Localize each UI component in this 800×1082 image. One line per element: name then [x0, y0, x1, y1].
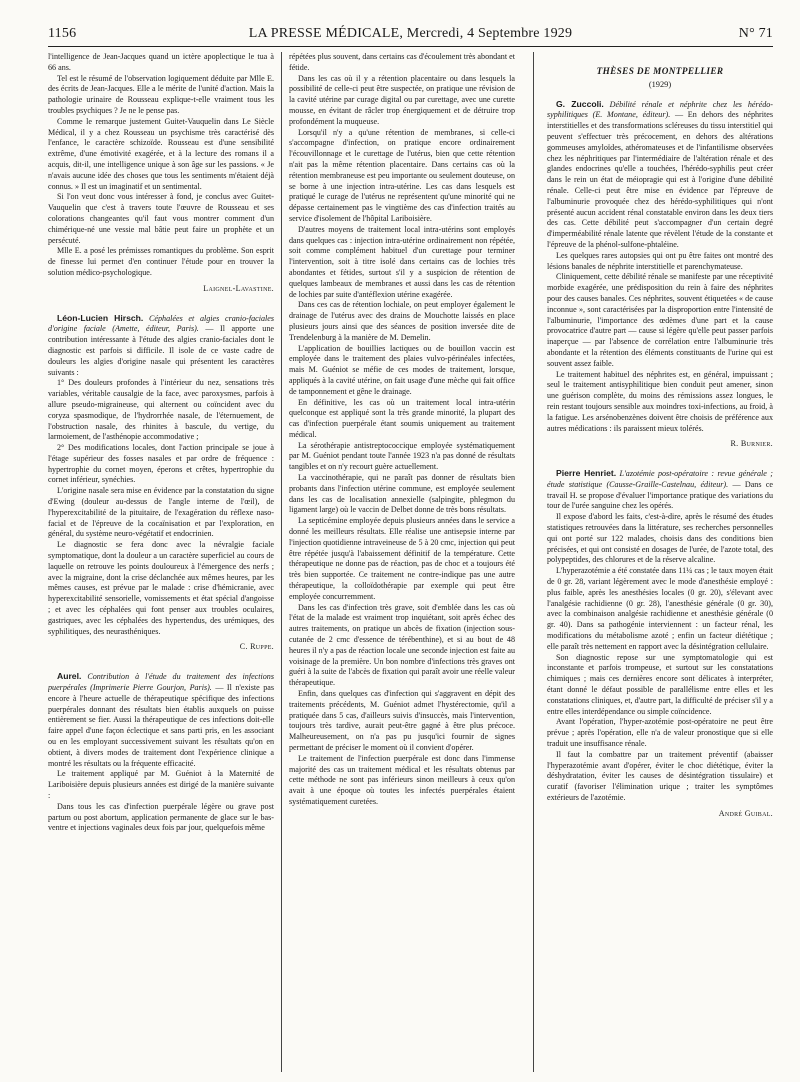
journal-title: LA PRESSE MÉDICALE, Mercredi, 4 Septembre 1929 — [248, 26, 573, 41]
paragraph: L'hyperazotémie a été constatée dans 11¼ cas ; le taux moyen était de 0 gr. 28, variant légèrement avec le mode d'anesthésie employé : plus faible, après les anesthésies locales (0 gr. 20), s'élevant avec l'analgésie rachidienne (0 gr. 28), l'anesthésie générale (0 gr. 30), avec la combinaison analgésie rachidienne et anesthésie générale (0 gr. 40). Dans sa pathogénie interviennent : un facteur rénal, les modifications du métabolisme azoté ; enfin un facteur diététique ; elle paraît très nettement en rapport avec la désintégration cellulaire. — [547, 566, 773, 651]
paragraph: Enfin, dans quelques cas d'infection qui s'aggravent en dépit des traitements précédents, M. Guéniot admet l'hystérectomie, qu'il a pratiquée dans 5 cas, d'ailleurs suivis d'insuccès, mais l'intervention, toujours très tardive, aurait peut-être gagné à être plus précoce. Malheureusement, on n'a pas pu jusqu'ici fournir de signes permettant de préciser le moment où il convient d'opérer. — [289, 689, 515, 752]
paragraph: Le traitement habituel des néphrites est, en général, impuissant ; seul le traitement antisyphilitique bien conduit peut amener, sinon une guérison complète, du moins des rémissions assez longues, le rein restant toujours sensible aux moindres toxi-infections, au froid, à la fatigue. Les arsénobenzènes doivent être choisis de préférence aux autres médications : ils paraissent mieux tolérés. — [547, 369, 773, 433]
column-1 — [48, 52, 274, 1072]
review-author: Pierre Henriet. — [556, 468, 617, 479]
review-author: G. Zuccoli. — [556, 98, 604, 109]
review-text: — Il apporte une contribution intéressante à l'étude des algies cranio-faciales dont le diagnostic est parfois si difficile. Il isole de ce vaste cadre de douleurs les algies d'origine nasale qui présentent les caractères suivants : — [48, 324, 274, 377]
review-publisher: (E. Montane, éditeur). — [592, 110, 671, 120]
header-rule — [48, 46, 773, 47]
review-lead — [48, 313, 274, 379]
review-publisher: (Amette, éditeur, Paris). — [112, 324, 199, 334]
paragraph: Si l'on veut donc vous intéresser à fond, je conclus avec Guitet-Vauquelin que c'est à travers toute l'œuvre de Rousseau et ses colorations changeantes qu'il faut vous montrer comment d'un chimérique-né une vessie mal bâtie peut faire un prophète et un persécuté. — [48, 192, 274, 245]
paragraph: L'origine nasale sera mise en évidence par la constatation du signe d'Ewing (douleur au-dessus de l'angle interne de l'œil), de l'hyperexcitabilité de la pituitaire, de l'exagération du réflexe naso-facial et de l'épreuve de la cocaïnisation et par l'exploration, en général, du système neuro-végétatif et endocrinien. — [48, 486, 274, 539]
paragraph: La sérothérapie antistreptococcique employée systématiquement par M. Guéniot pendant toute l'année 1923 n'a pas donné de résultats tangibles et on n'y recourt guère actuellement. — [289, 440, 515, 472]
review-title: Céphalées et algies cranio-faciales d'origine faciale — [48, 313, 274, 334]
review-lead — [48, 671, 274, 769]
column-divider — [281, 52, 282, 1072]
review-title: Débilité rénale et néphrite chez les hérédo-syphilitiques — [547, 99, 773, 120]
paragraph: Les quelques rares autopsies qui ont pu être faites ont montré des lésions banales de néphrite interstitielle et parenchymateuse. — [547, 250, 773, 271]
review-text: — Il n'existe pas encore à l'heure actuelle de thérapeutique spécifique des infections puerpérales donnant des résultats bien établis auxquels on puisse entièrement se fier. Aussi la thérapeutique de ces infections doit-elle faire appel d'une façon éclectique et sans parti pris, en les associant ou en les employant successivement suivant les résultats qu'on en obtient, à divers modes de traitement dont l'expérience clinique a montré les résultats ou la fréquente efficacité. — [48, 683, 274, 768]
signature: Laignel-Lavastine. — [203, 283, 274, 293]
column-divider — [533, 52, 534, 1072]
paragraph: Comme le remarque justement Guitet-Vauquelin dans Le Siècle Médical, il y a chez Rousseau un psychisme très caractérisé dès l'enfance, le caractère schizoïde. Rousseau est d'une sensibilité extrême, d'une émotivité exagérée, et à la lecture des romans il a acquis, dit-il, une intelligence unique à son âge sur les passions. « Je n'avais aucune idée des choses que tous les sentiments m'étaient déjà connus. » Il est un imaginatif et un sentimental. — [48, 116, 274, 191]
paragraph: Mlle E. a posé les prémisses romantiques du problème. Son esprit de finesse lui permet d'en continuer l'étude pour en trouver la solution médico-psychologique. — [48, 246, 274, 277]
paragraph: Avant l'opération, l'hyper-azotémie post-opératoire ne peut être prévue ; après l'opération, elle n'a de valeur pronostique que si elle traduit une insuffisance rénale. — [547, 717, 773, 749]
paragraph: La septicémine employée depuis plusieurs années dans le service a donné les meilleurs résultats. Elle réalise une antisepsie interne par l'injection quotidienne intraveineuse de 5 à 20 cmc, injection qui peut être répétée jusqu'à l'abaissement définitif de la température. Cette thérapeutique ne donne pas de réaction, pas de choc et a toujours été très bien supportée. Ce traitement ne contre-indique pas une autre thérapeutique, la colloïdothérapie par exemple qui peut être employée concurremment. — [289, 516, 515, 601]
signature: R. Burnier. — [730, 439, 773, 449]
paragraph: Il expose d'abord les faits, c'est-à-dire, après le résumé des études statistiques retrouvées dans la littérature, ses recherches personnelles qui ont porté sur 122 malades, choisis dans des conditions bien précisées, et qui ont consisté en dosages de l'urée, de l'azote total, des polypeptides, des chlorures et de la réserve alcaline. — [547, 512, 773, 565]
section-title: THÈSES DE MONTPELLIER — [596, 66, 724, 76]
paragraph: Dans les cas d'infection très grave, soit d'emblée dans les cas où l'état de la malade est vraiment trop inquiétant, soit après échec des autres traitements, on pratique un abcès de fixation (injection sous-cutanée de 2 cmc d'essence de térébenthine), et si au bout de 48 heures il n'y a pas de réaction locale une seconde injection est faite au voisinage de la première. Un bon nombre d'infections très graves ont guéri à la suite de l'abcès de fixation qui paraît avoir une réelle valeur thérapeutique. — [289, 602, 515, 688]
paragraph: Il faut la combattre par un traitement préventif (abaisser l'hyperazotémie avant d'opérer, éviter le choc diététique, éviter la déshydratation, éviter les causes de désintégration tissulaire) et curatif (favoriser l'élimination urique ; traiter les symptômes extérieurs de l'azotémie. — [547, 749, 773, 802]
paragraph: La vaccinothérapie, qui ne paraît pas donner de résultats bien probants dans l'infection utérine commune, est employée seulement dans les cas de localisation annexielle (salpingite, phlegmon du ligament large) où le vaccin de Delbet donne de très bons résultats. — [289, 473, 515, 515]
review-author: Aurel. — [57, 671, 82, 682]
paragraph: Le diagnostic se fera donc avec la névralgie faciale symptomatique, dont la douleur a un caractère superficiel au cours de laquelle on retrouve les points douloureux à l'émergence des nerfs ; avec la migraine, dont la crise déclanchée aux mêmes heures, par les mêmes causes, est prévue par le malade : crise d'hémicranie, avec hyperexcitabilité sensorielle, vomissements et état spécial d'angoisse ; et avec les céphalées qui font penser aux troubles oculaires, gastriques, avec les céphalées des hypertendus, des urémiques, des syphilitiques, des neurasthéniques. — [48, 540, 274, 636]
paragraph: Tel est le résumé de l'observation logiquement déduite par Mlle E. des écrits de Jean-Jacques. Elle a le mérite de l'unité d'action. Mais la pathologie urinaire de Rousseau explique-t-elle vraiment tous les troubles psychiques ? Je ne le pense pas. — [48, 73, 274, 115]
issue-number: N° 71 — [738, 26, 773, 41]
paragraph: répétées plus souvent, dans certains cas d'écoulement très abondant et fétide. — [289, 52, 515, 72]
paragraph: En définitive, les cas où un traitement local intra-utérin quelconque est appliqué sont la très grande minorité, la plupart des cas d'infection puerpérale étant soumis uniquement au traitement médical. — [289, 397, 515, 439]
paragraph: Dans les cas où il y a rétention placentaire ou dans lesquels la possibilité de celle-ci peut être suspectée, on pratique une révision de la cavité utérine par curage digital ou par curettage, avec une curette mousse, en évitant de râcler trop énergiquement et de détruire trop profondément la muqueuse. — [289, 73, 515, 126]
paragraph: Dans tous les cas d'infection puerpérale légère ou grave post partum ou post abortum, application permanente de glace sur le bas-ventre et injections vaginales deux fois par jour, quelquefois même — [48, 801, 274, 833]
review-title: Contribution à l'étude du traitement des infections puerpérales — [48, 672, 274, 693]
review-title: L'azotémie post-opératoire : revue générale ; étude statistique — [547, 469, 773, 489]
column-3 — [547, 52, 773, 1072]
paragraph: 2° Des modifications locales, dont l'action principale se joue à l'étage supérieur des fosses nasales et par ordre de fréquence : hypertrophie du cornet moyen, éperons et crêtes, hypertrophie du cornet inférieur, synéchies. — [48, 443, 274, 485]
paragraph: Le traitement appliqué par M. Guéniot à la Maternité de Lariboisière depuis plusieurs années est dirigé de la manière suivante : — [48, 769, 274, 800]
review-lead — [547, 99, 773, 251]
review-text: — En dehors des néphrites interstitielles et des transformations scléreuses du tissu interstitiel qui peuvent s'effectuer très précocement, en dehors des altérations gommeuses amyloïdes, athéromateuses et de l'infantilisme observées chez les néphritiques par l'intermédiaire de l'altération rénale et des glandes endocrines qu'elle a touchées, l'hérédo-syphilis peut créer dans le rein un état de méiopragie qui est à l'origine d'une débilité rénale. Celle-ci peut être mise en évidence par l'épreuve de l'albuminurie provoquée chez des hérédo-syphilitiques qui n'ont présenté aucun accident rénal constatable environ dans les deux tiers des cas. Cette débilité peut s'accompagner d'un certain degré d'imperméabilité rénale latente que révèlent l'étude de la constante et l'épreuve de la phénol-sulfone-phtaléine. — [547, 110, 773, 249]
review-author: Léon-Lucien Hirsch. — [57, 312, 144, 323]
page-number: 1156 — [48, 26, 77, 41]
column-2 — [289, 52, 515, 1072]
section-year: (1929) — [648, 79, 672, 89]
review-publisher: (Causse-Graille-Castelnau, éditeur). — [606, 479, 729, 489]
signature: C. Ruppe. — [239, 642, 274, 652]
paragraph: l'intelligence de Jean-Jacques quand un ictère apoplectique le tua à 66 ans. — [48, 52, 274, 72]
review-lead — [547, 468, 773, 512]
review-text: — Dans ce travail H. se propose d'évaluer l'importance pratique des variations du tour de l'urée sanguine chez les opérés. — [547, 479, 773, 511]
signature: André Guibal. — [718, 808, 773, 818]
paragraph: Son diagnostic repose sur une symptomatologie qui est inconstante et parfois trompeuse, et surtout sur les constatations chimiques ; mais ces dernières encore sont délicates à interpréter, étant donné le défaut possible de parallélisme entre elles et les constatations cliniques, et, d'autre part, la difficulté de préciser s'il y a entre elles interdépendance ou simple coïncidence. — [547, 652, 773, 716]
paragraph: Lorsqu'il n'y a qu'une rétention de membranes, si celle-ci s'accompagne d'infection, on pratique encore ordinairement l'écouvillonnage et le curettage de l'utérus, bien que cette rétention n'ait pas la même rétention placentaire. Dans certains cas où la rétention membraneuse est peu importante ou seulement douteuse, on se borne à une injection intra-utérine. Les cas dans lesquels est pratiqué le curage de l'utérus ne représentent qu'une minorité qui ne dépasse certainement pas le vingtième des cas d'infection traités au service d'isolement de l'hôpital Lariboisière. — [289, 127, 515, 223]
paragraph: D'autres moyens de traitement local intra-utérins sont employés dans quelques cas : injection intra-utérine ordinairement non répétée, soit comme complément habituel d'un curettage pour terminer l'intervention, soit à titre isolé dans certains cas de lochies très abondantes et fétides, surtout s'il y a suspicion de rétention de quelques lambeaux de membranes et aussi dans les cas de rétention de lochies par suite d'antéflexion utérine exagérée. — [289, 224, 515, 299]
paragraph: Le traitement de l'infection puerpérale est donc dans l'immense majorité des cas un traitement médical et les résultats obtenus par cette méthode ne sont pas inférieurs sinon meilleurs à ceux qu'on avait à une époque où toutes les infectés puerpérales étaient systématiquement curetées. — [289, 753, 515, 806]
paragraph: Dans ces cas de rétention lochiale, on peut employer également le drainage de l'utérus avec des drains de Mouchotte laissés en place plusieurs jours ainsi que des séances de position inversée dite de Trendelenburg à la manière de M. Demelin. — [289, 300, 515, 342]
paragraph: Cliniquement, cette débilité rénale se manifeste par une réceptivité morbide exagérée, une prédisposition du rein à faire des néphrites pour des causes banales. Ces néphrites, souvent étiquetées « de cause inconnue », sont caractérisées par la disproportion entre l'intensité de l'albuminurie, l'importance des œdèmes d'une part et la cause provocatrice d'autre part — cause si légère qu'elle peut passer parfois inaperçue — par l'absence de corrélation entre l'albuminurie très abondante et la rétention des éléments constituants de l'urine qui est souvent assez faible. — [547, 272, 773, 368]
page-header — [48, 23, 773, 45]
paragraph: 1° Des douleurs profondes à l'intérieur du nez, sensations très variables, véritable causalgie de la face, avec paroxysmes, parfois à allure pseudo-migraineuse, qui alternent ou coïncident avec du coryza spasmodique, de l'hydrorrhée nasale, de l'éternuement, de l'obstruction nasale, des rhinites à bascule, du vertige, du larmoiement, de l'asthénopie accommodative ; — [48, 378, 274, 442]
paragraph: L'application de bouillies lactiques ou de bouillon vaccin est employée dans le traitement des plaies vulvo-périnéales infectées, mais M. Guéniot se méfie de ces modes de traitement, lorsque, appliqués à la cavité utérine, on fait usage d'une mèche qui fait office de tamponnement et gêne le drainage. — [289, 343, 515, 396]
review-publisher: (Imprimerie Pierre Gourjon, Paris). — [90, 683, 212, 693]
